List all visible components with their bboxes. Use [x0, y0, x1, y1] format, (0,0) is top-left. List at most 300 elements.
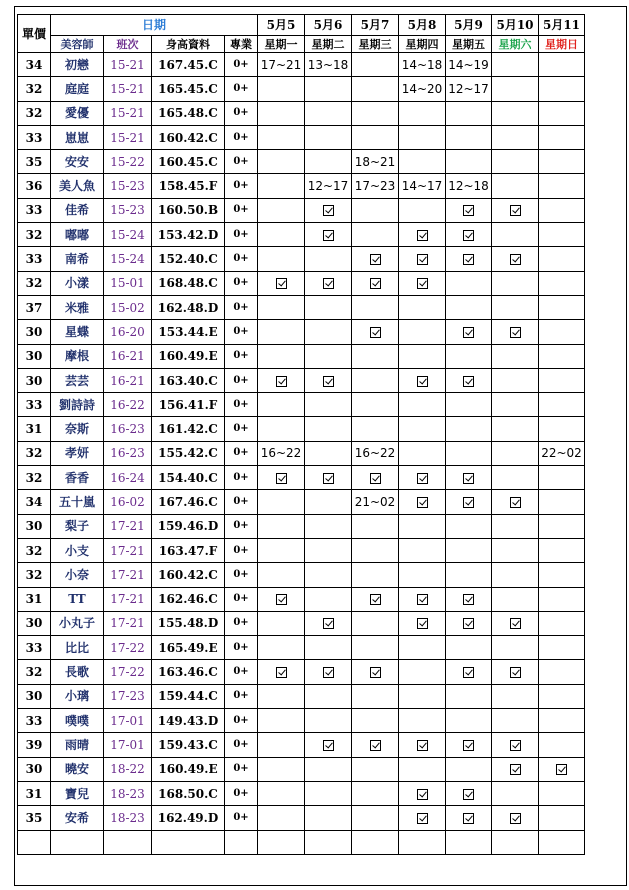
- schedule-cell: [399, 684, 446, 708]
- stylist-name-cell: TT: [51, 587, 104, 611]
- specialty-cell: 0+: [225, 611, 258, 635]
- checkbox-checked-icon: [276, 473, 287, 484]
- schedule-cell: [352, 77, 399, 101]
- schedule-cell: [492, 781, 539, 805]
- schedule-cell: 16~22: [258, 441, 305, 465]
- stylist-name-cell: 劉詩詩: [51, 393, 104, 417]
- profile-cell: 158.45.F: [152, 174, 225, 198]
- weekday-header: 星期五: [446, 36, 492, 53]
- price-cell: 35: [18, 806, 51, 830]
- schedule-cell: [305, 709, 352, 733]
- schedule-cell: [539, 174, 585, 198]
- checkbox-checked-icon: [417, 497, 428, 508]
- schedule-cell: [352, 223, 399, 247]
- schedule-cell: [539, 514, 585, 538]
- checkbox-checked-icon: [323, 376, 334, 387]
- profile-cell: 159.46.D: [152, 514, 225, 538]
- schedule-cell: [305, 757, 352, 781]
- schedule-cell: [539, 636, 585, 660]
- stylist-name-cell: 孝妍: [51, 441, 104, 465]
- shift-header: 班次: [104, 36, 152, 53]
- schedule-cell: [492, 101, 539, 125]
- table-row: [18, 563, 585, 587]
- schedule-cell: [352, 247, 399, 271]
- schedule-cell: [492, 368, 539, 392]
- schedule-cell: [492, 466, 539, 490]
- schedule-cell: [399, 563, 446, 587]
- schedule-cell: [305, 150, 352, 174]
- profile-cell: 163.47.F: [152, 538, 225, 562]
- weekday-header: 星期六: [492, 36, 539, 53]
- stylist-name-cell: 崽崽: [51, 125, 104, 149]
- specialty-cell: 0+: [225, 125, 258, 149]
- schedule-cell: [399, 247, 446, 271]
- schedule-cell: [539, 538, 585, 562]
- price-cell: 31: [18, 587, 51, 611]
- stylist-name-cell: 庭庭: [51, 77, 104, 101]
- stylist-name-cell: 安希: [51, 806, 104, 830]
- shift-cell: 15-23: [104, 198, 152, 222]
- stylist-name-cell: 寶兒: [51, 781, 104, 805]
- schedule-cell: [399, 709, 446, 733]
- checkbox-checked-icon: [510, 618, 521, 629]
- profile-cell: 160.49.E: [152, 757, 225, 781]
- schedule-cell: [399, 611, 446, 635]
- schedule-cell: [492, 198, 539, 222]
- schedule-cell: [492, 611, 539, 635]
- schedule-cell: [539, 125, 585, 149]
- schedule-cell: [258, 223, 305, 247]
- profile-cell: 165.45.C: [152, 77, 225, 101]
- stylist-name-cell: 梨子: [51, 514, 104, 538]
- schedule-cell: 12~17: [305, 174, 352, 198]
- schedule-cell: [446, 781, 492, 805]
- header-row-top: [18, 15, 585, 36]
- schedule-cell: [446, 660, 492, 684]
- checkbox-checked-icon: [417, 254, 428, 265]
- specialty-cell: 0+: [225, 684, 258, 708]
- day-date-header: 5月10: [492, 15, 539, 36]
- schedule-cell: [258, 174, 305, 198]
- schedule-cell: [539, 733, 585, 757]
- table-row: [18, 344, 585, 368]
- table-row: [18, 393, 585, 417]
- empty-cell: [104, 830, 152, 854]
- profile-cell: 163.40.C: [152, 368, 225, 392]
- price-cell: 34: [18, 53, 51, 77]
- schedule-cell: [399, 441, 446, 465]
- checkbox-checked-icon: [463, 789, 474, 800]
- checkbox-checked-icon: [276, 278, 287, 289]
- schedule-cell: [305, 441, 352, 465]
- checkbox-checked-icon: [510, 667, 521, 678]
- schedule-cell: [539, 684, 585, 708]
- schedule-cell: [492, 587, 539, 611]
- schedule-cell: [539, 806, 585, 830]
- shift-cell: 15-01: [104, 271, 152, 295]
- table-row: [18, 636, 585, 660]
- schedule-cell: 14~18: [399, 53, 446, 77]
- schedule-cell: [258, 295, 305, 319]
- profile-cell: 167.45.C: [152, 53, 225, 77]
- schedule-cell: [446, 466, 492, 490]
- schedule-cell: [492, 223, 539, 247]
- schedule-cell: [305, 320, 352, 344]
- table-row: [18, 53, 585, 77]
- schedule-cell: [258, 393, 305, 417]
- schedule-cell: 22~02: [539, 441, 585, 465]
- profile-cell: 160.49.E: [152, 344, 225, 368]
- schedule-cell: [492, 684, 539, 708]
- schedule-cell: [305, 466, 352, 490]
- schedule-cell: [539, 247, 585, 271]
- specialty-cell: 0+: [225, 198, 258, 222]
- schedule-cell: [305, 781, 352, 805]
- profile-cell: 149.43.D: [152, 709, 225, 733]
- stylist-name-cell: 小支: [51, 538, 104, 562]
- shift-cell: 16-23: [104, 417, 152, 441]
- profile-cell: 156.41.F: [152, 393, 225, 417]
- schedule-cell: [399, 466, 446, 490]
- schedule-cell: [446, 587, 492, 611]
- table-row: [18, 733, 585, 757]
- shift-cell: 17-23: [104, 684, 152, 708]
- specialty-header: 專業: [225, 36, 258, 53]
- day-date-header: 5月6: [305, 15, 352, 36]
- schedule-cell: [258, 344, 305, 368]
- weekday-header: 星期四: [399, 36, 446, 53]
- specialty-cell: 0+: [225, 150, 258, 174]
- stylist-name-cell: 南希: [51, 247, 104, 271]
- empty-cell: [399, 830, 446, 854]
- stylist-name-cell: 小奈: [51, 563, 104, 587]
- shift-cell: 15-21: [104, 77, 152, 101]
- schedule-cell: [492, 393, 539, 417]
- schedule-cell: [399, 271, 446, 295]
- table-row: [18, 757, 585, 781]
- shift-cell: 16-02: [104, 490, 152, 514]
- schedule-cell: [492, 806, 539, 830]
- profile-cell: 159.43.C: [152, 733, 225, 757]
- schedule-cell: 18~21: [352, 150, 399, 174]
- shift-cell: 15-24: [104, 247, 152, 271]
- schedule-cell: [305, 368, 352, 392]
- schedule-cell: [258, 757, 305, 781]
- schedule-cell: [539, 781, 585, 805]
- profile-cell: 160.45.C: [152, 150, 225, 174]
- price-cell: 35: [18, 150, 51, 174]
- stylist-name-cell: 奈斯: [51, 417, 104, 441]
- schedule-cell: [399, 368, 446, 392]
- schedule-cell: [305, 587, 352, 611]
- schedule-cell: [446, 441, 492, 465]
- checkbox-checked-icon: [276, 594, 287, 605]
- schedule-cell: [258, 709, 305, 733]
- checkbox-checked-icon: [276, 376, 287, 387]
- checkbox-checked-icon: [463, 376, 474, 387]
- price-cell: 30: [18, 684, 51, 708]
- price-cell: 32: [18, 660, 51, 684]
- table-row: [18, 490, 585, 514]
- schedule-cell: [446, 320, 492, 344]
- checkbox-checked-icon: [323, 205, 334, 216]
- checkbox-checked-icon: [370, 740, 381, 751]
- price-cell: 30: [18, 368, 51, 392]
- checkbox-checked-icon: [323, 278, 334, 289]
- price-cell: 32: [18, 466, 51, 490]
- table-row: [18, 77, 585, 101]
- price-cell: 32: [18, 223, 51, 247]
- schedule-cell: [539, 198, 585, 222]
- table-row: [18, 150, 585, 174]
- schedule-cell: [305, 514, 352, 538]
- shift-cell: 17-22: [104, 636, 152, 660]
- schedule-cell: [352, 295, 399, 319]
- table-row: [18, 538, 585, 562]
- schedule-cell: [539, 709, 585, 733]
- stylist-name-cell: 曉安: [51, 757, 104, 781]
- profile-cell: 160.50.B: [152, 198, 225, 222]
- schedule-cell: [399, 660, 446, 684]
- schedule-cell: [446, 223, 492, 247]
- schedule-cell: [305, 247, 352, 271]
- profile-cell: 155.48.D: [152, 611, 225, 635]
- shift-cell: 17-21: [104, 514, 152, 538]
- schedule-cell: [539, 320, 585, 344]
- schedule-cell: [539, 53, 585, 77]
- schedule-cell: [258, 660, 305, 684]
- schedule-cell: [352, 466, 399, 490]
- price-cell: 32: [18, 441, 51, 465]
- specialty-cell: 0+: [225, 636, 258, 660]
- schedule-cell: [446, 101, 492, 125]
- schedule-cell: [305, 271, 352, 295]
- schedule-cell: [305, 636, 352, 660]
- specialty-cell: 0+: [225, 368, 258, 392]
- schedule-cell: [305, 611, 352, 635]
- table-row: [18, 587, 585, 611]
- schedule-cell: [352, 733, 399, 757]
- schedule-cell: [539, 271, 585, 295]
- checkbox-checked-icon: [463, 618, 474, 629]
- schedule-cell: [492, 53, 539, 77]
- schedule-cell: [539, 757, 585, 781]
- specialty-cell: 0+: [225, 393, 258, 417]
- schedule-cell: [539, 295, 585, 319]
- price-cell: 33: [18, 198, 51, 222]
- checkbox-checked-icon: [323, 740, 334, 751]
- schedule-cell: [258, 198, 305, 222]
- shift-cell: 15-21: [104, 101, 152, 125]
- schedule-cell: [258, 781, 305, 805]
- schedule-cell: [305, 563, 352, 587]
- table-row: [18, 271, 585, 295]
- schedule-cell: [352, 368, 399, 392]
- profile-cell: 153.42.D: [152, 223, 225, 247]
- schedule-cell: 17~23: [352, 174, 399, 198]
- schedule-cell: [352, 781, 399, 805]
- schedule-cell: [492, 757, 539, 781]
- specialty-cell: 0+: [225, 587, 258, 611]
- schedule-cell: [352, 271, 399, 295]
- schedule-cell: [352, 660, 399, 684]
- stylist-name-cell: 芸芸: [51, 368, 104, 392]
- schedule-cell: [446, 198, 492, 222]
- checkbox-checked-icon: [463, 327, 474, 338]
- price-cell: 31: [18, 781, 51, 805]
- schedule-cell: [492, 247, 539, 271]
- checkbox-checked-icon: [510, 813, 521, 824]
- schedule-cell: [258, 466, 305, 490]
- price-cell: 32: [18, 271, 51, 295]
- shift-cell: 18-23: [104, 781, 152, 805]
- schedule-cell: [399, 393, 446, 417]
- specialty-cell: 0+: [225, 271, 258, 295]
- checkbox-checked-icon: [463, 473, 474, 484]
- schedule-cell: 14~17: [399, 174, 446, 198]
- shift-cell: 16-21: [104, 344, 152, 368]
- table-row: [18, 223, 585, 247]
- schedule-cell: [258, 271, 305, 295]
- stylist-name-cell: 五十嵐: [51, 490, 104, 514]
- profile-header: 身高資料: [152, 36, 225, 53]
- weekday-header: 星期日: [539, 36, 585, 53]
- profile-cell: 165.49.E: [152, 636, 225, 660]
- schedule-cell: [492, 150, 539, 174]
- schedule-cell: [539, 344, 585, 368]
- schedule-cell: [492, 636, 539, 660]
- table-row: [18, 247, 585, 271]
- schedule-cell: [446, 271, 492, 295]
- schedule-cell: [492, 563, 539, 587]
- schedule-cell: [539, 611, 585, 635]
- schedule-cell: [446, 514, 492, 538]
- schedule-cell: [399, 417, 446, 441]
- header-row-sub: [18, 36, 585, 53]
- price-cell: 32: [18, 538, 51, 562]
- schedule-cell: [399, 223, 446, 247]
- shift-cell: 18-22: [104, 757, 152, 781]
- shift-cell: 16-23: [104, 441, 152, 465]
- checkbox-checked-icon: [323, 618, 334, 629]
- specialty-cell: 0+: [225, 223, 258, 247]
- checkbox-checked-icon: [417, 618, 428, 629]
- schedule-cell: 16~22: [352, 441, 399, 465]
- checkbox-checked-icon: [417, 813, 428, 824]
- profile-cell: 160.42.C: [152, 563, 225, 587]
- schedule-cell: [305, 101, 352, 125]
- checkbox-checked-icon: [463, 740, 474, 751]
- table-row: [18, 125, 585, 149]
- checkbox-checked-icon: [463, 594, 474, 605]
- stylist-name-cell: 小丸子: [51, 611, 104, 635]
- table-row: [18, 320, 585, 344]
- table-row: [18, 466, 585, 490]
- checkbox-checked-icon: [510, 327, 521, 338]
- schedule-cell: [446, 563, 492, 587]
- table-row: [18, 368, 585, 392]
- checkbox-checked-icon: [463, 230, 474, 241]
- checkbox-checked-icon: [370, 667, 381, 678]
- specialty-cell: 0+: [225, 563, 258, 587]
- table-row: [18, 198, 585, 222]
- schedule-cell: [446, 757, 492, 781]
- schedule-cell: [492, 709, 539, 733]
- checkbox-checked-icon: [276, 667, 287, 678]
- price-cell: 33: [18, 393, 51, 417]
- stylist-name-cell: 佳希: [51, 198, 104, 222]
- schedule-cell: [258, 77, 305, 101]
- schedule-cell: [305, 77, 352, 101]
- shift-cell: 15-02: [104, 295, 152, 319]
- shift-cell: 15-21: [104, 125, 152, 149]
- profile-cell: 168.50.C: [152, 781, 225, 805]
- schedule-cell: [258, 806, 305, 830]
- specialty-cell: 0+: [225, 295, 258, 319]
- schedule-cell: 12~18: [446, 174, 492, 198]
- schedule-cell: [352, 320, 399, 344]
- schedule-cell: [352, 806, 399, 830]
- schedule-cell: [539, 393, 585, 417]
- specialty-cell: 0+: [225, 757, 258, 781]
- profile-cell: 152.40.C: [152, 247, 225, 271]
- schedule-cell: [399, 150, 446, 174]
- schedule-cell: [352, 101, 399, 125]
- profile-cell: 167.46.C: [152, 490, 225, 514]
- price-cell: 30: [18, 611, 51, 635]
- schedule-cell: [305, 393, 352, 417]
- schedule-cell: [258, 247, 305, 271]
- checkbox-checked-icon: [463, 205, 474, 216]
- table-row: [18, 781, 585, 805]
- empty-cell: [152, 830, 225, 854]
- day-date-header: 5月11: [539, 15, 585, 36]
- empty-cell: [492, 830, 539, 854]
- price-cell: 36: [18, 174, 51, 198]
- schedule-cell: [258, 417, 305, 441]
- table-row: [18, 684, 585, 708]
- profile-cell: 159.44.C: [152, 684, 225, 708]
- specialty-cell: 0+: [225, 514, 258, 538]
- schedule-cell: 12~17: [446, 77, 492, 101]
- schedule-cell: [446, 295, 492, 319]
- profile-cell: 162.48.D: [152, 295, 225, 319]
- schedule-cell: [492, 417, 539, 441]
- schedule-cell: [305, 344, 352, 368]
- table-row: [18, 611, 585, 635]
- schedule-cell: [352, 53, 399, 77]
- checkbox-checked-icon: [323, 473, 334, 484]
- schedule-cell: [399, 636, 446, 660]
- stylist-name-cell: 小璃: [51, 684, 104, 708]
- stylist-name-cell: 愛優: [51, 101, 104, 125]
- checkbox-checked-icon: [463, 254, 474, 265]
- schedule-cell: [399, 733, 446, 757]
- price-cell: 31: [18, 417, 51, 441]
- schedule-cell: [539, 368, 585, 392]
- shift-cell: 17-21: [104, 587, 152, 611]
- schedule-cell: [258, 368, 305, 392]
- empty-row: [18, 830, 585, 854]
- checkbox-checked-icon: [510, 740, 521, 751]
- schedule-cell: [539, 490, 585, 514]
- empty-cell: [446, 830, 492, 854]
- profile-cell: 155.42.C: [152, 441, 225, 465]
- schedule-cell: [305, 538, 352, 562]
- profile-cell: 153.44.E: [152, 320, 225, 344]
- schedule-cell: [492, 660, 539, 684]
- specialty-cell: 0+: [225, 781, 258, 805]
